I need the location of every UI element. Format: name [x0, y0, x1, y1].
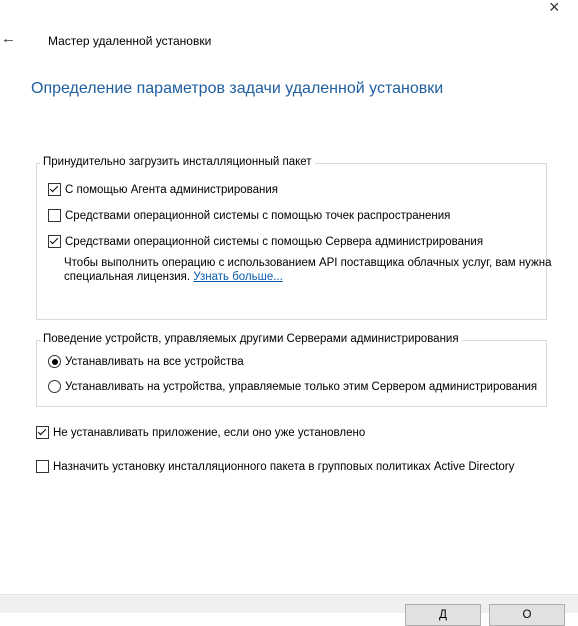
distribution-points-checkbox[interactable]	[48, 209, 61, 222]
license-note-line2	[64, 270, 552, 284]
skip-installed-label: Не устанавливать приложение, если оно уже установлено	[53, 426, 366, 439]
option-distribution-points[interactable]	[48, 209, 450, 222]
option-admin-server[interactable]	[48, 235, 483, 248]
gpo-checkbox[interactable]	[36, 460, 49, 473]
admin-server-label: Средствами операционной системы с помощью Сервера администрирования	[65, 235, 484, 248]
install-this-server-label: Устанавливать на устройства, управляемые только этим Сервером администрирования	[65, 380, 538, 393]
license-note	[64, 256, 552, 284]
install-all-radio[interactable]	[48, 355, 61, 368]
install-this-server-radio[interactable]	[48, 380, 61, 393]
learn-more-link[interactable]: Узнать больше...	[193, 271, 283, 283]
window-title: Мастер удаленной установки	[48, 34, 212, 48]
license-note-text: специальная лицензия.	[64, 271, 191, 283]
close-icon[interactable]: ×	[549, 0, 560, 17]
option-install-this-server[interactable]	[48, 380, 537, 393]
page-heading: Определение параметров задачи удаленной установки	[31, 80, 444, 97]
back-arrow-icon[interactable]: ←	[1, 30, 16, 47]
cancel-button[interactable]: О	[489, 604, 565, 626]
admin-server-checkbox[interactable]	[48, 235, 61, 248]
option-gpo[interactable]	[36, 460, 514, 473]
option-skip-installed[interactable]	[36, 426, 365, 439]
distribution-points-label: Средствами операционной системы с помощью точек распространения	[65, 209, 451, 222]
agent-label: С помощью Агента администрирования	[65, 183, 279, 196]
skip-installed-checkbox[interactable]	[36, 426, 49, 439]
gpo-label: Назначить установку инсталляционного пакета в групповых политиках Active Directory	[53, 460, 515, 473]
install-all-label: Устанавливать на все устройства	[65, 355, 244, 368]
option-agent[interactable]	[48, 183, 278, 196]
agent-checkbox[interactable]	[48, 183, 61, 196]
option-install-all[interactable]	[48, 355, 244, 368]
device-behavior-group	[36, 333, 547, 407]
force-download-legend: Принудительно загрузить инсталляционный пакет	[40, 156, 315, 168]
license-note-line1: Чтобы выполнить операцию с использованием API поставщика облачных услуг, вам нужна	[64, 257, 552, 269]
device-behavior-legend: Поведение устройств, управляемых другими Серверами администрирования	[40, 333, 462, 345]
next-button[interactable]: Д	[405, 604, 481, 626]
